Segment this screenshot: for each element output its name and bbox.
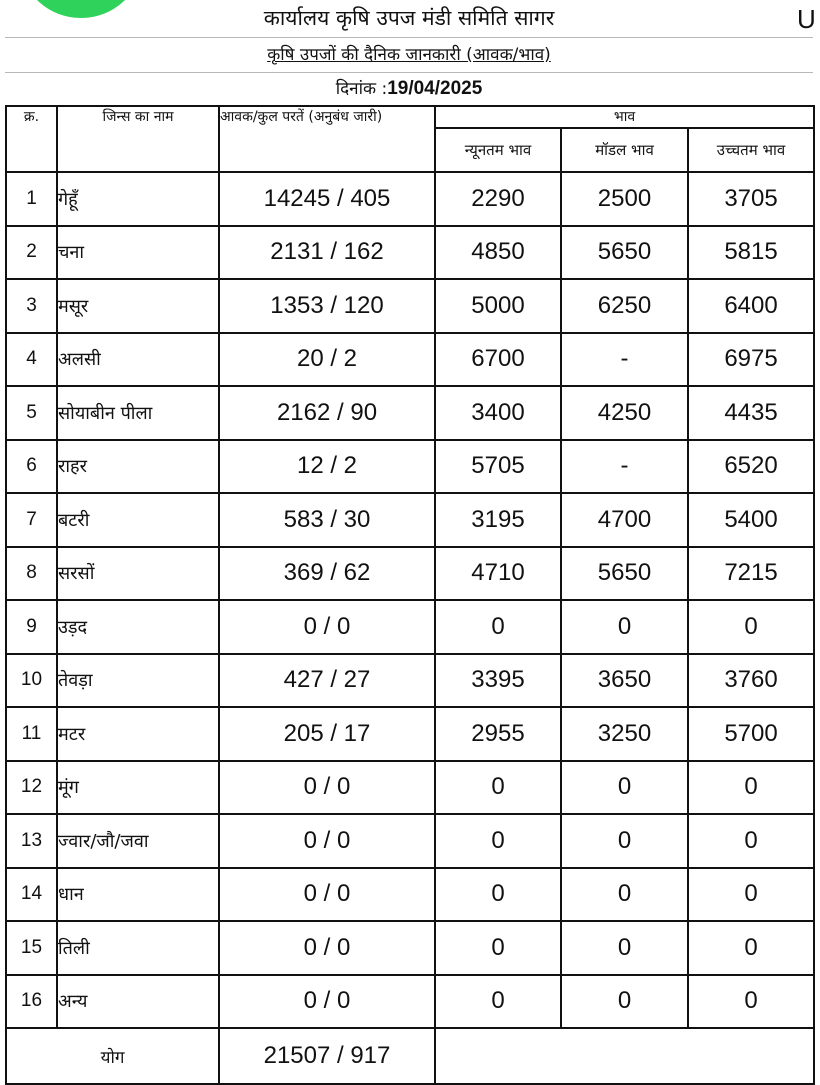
cell-modal-price: 0: [561, 600, 688, 654]
cell-max-price: 4435: [688, 386, 814, 440]
corner-letter: U: [797, 4, 816, 34]
cell-serial: 9: [6, 600, 57, 654]
cell-crop-name: धान: [57, 868, 219, 922]
cell-arrival: 2162 / 90: [219, 386, 435, 440]
table-row: [6, 600, 814, 654]
cell-modal-price: 0: [561, 921, 688, 975]
cell-arrival: 0 / 0: [219, 761, 435, 815]
cell-max-price: 0: [688, 814, 814, 868]
cell-min-price: 0: [435, 921, 561, 975]
cell-modal-price: 2500: [561, 172, 688, 226]
total-row: [6, 1028, 814, 1084]
header-row-1: [6, 106, 814, 128]
table-row: [6, 921, 814, 975]
cell-max-price: 0: [688, 761, 814, 815]
cell-max-price: 6975: [688, 333, 814, 387]
table-row: [6, 226, 814, 280]
cell-crop-name: तिली: [57, 921, 219, 975]
cell-serial: 3: [6, 279, 57, 333]
cell-crop-name: ज्वार/जौ/जवा: [57, 814, 219, 868]
cell-arrival: 0 / 0: [219, 814, 435, 868]
cell-serial: 12: [6, 761, 57, 815]
cell-arrival: 583 / 30: [219, 493, 435, 547]
cell-max-price: 7215: [688, 547, 814, 601]
cell-modal-price: 0: [561, 814, 688, 868]
cell-modal-price: 0: [561, 868, 688, 922]
cell-crop-name: मूंग: [57, 761, 219, 815]
table-row: [6, 333, 814, 387]
page-header: [5, 0, 813, 105]
table-row: [6, 386, 814, 440]
cell-modal-price: 6250: [561, 279, 688, 333]
header-min-price: न्यूनतम भाव: [435, 128, 561, 172]
cell-crop-name: अलसी: [57, 333, 219, 387]
cell-modal-price: 4700: [561, 493, 688, 547]
cell-max-price: 5700: [688, 707, 814, 761]
cell-crop-name: तेवड़ा: [57, 654, 219, 708]
cell-modal-price: 0: [561, 761, 688, 815]
cell-modal-price: 3250: [561, 707, 688, 761]
table-row: [6, 868, 814, 922]
report-date: [5, 73, 813, 105]
table-row: [6, 493, 814, 547]
cell-min-price: 0: [435, 761, 561, 815]
cell-max-price: 5815: [688, 226, 814, 280]
cell-arrival: 427 / 27: [219, 654, 435, 708]
cell-min-price: 0: [435, 600, 561, 654]
cell-min-price: 6700: [435, 333, 561, 387]
cell-serial: 4: [6, 333, 57, 387]
cell-modal-price: -: [561, 333, 688, 387]
date-value: 19/04/2025: [387, 78, 483, 99]
cell-min-price: 5705: [435, 440, 561, 494]
cell-crop-name: सोयाबीन पीला: [57, 386, 219, 440]
cell-modal-price: 5650: [561, 226, 688, 280]
cell-arrival: 12 / 2: [219, 440, 435, 494]
cell-max-price: 3760: [688, 654, 814, 708]
total-label: योग: [6, 1028, 219, 1084]
cell-arrival: 20 / 2: [219, 333, 435, 387]
cell-min-price: 5000: [435, 279, 561, 333]
cell-min-price: 3400: [435, 386, 561, 440]
cell-serial: 7: [6, 493, 57, 547]
header-price-group: भाव: [435, 106, 814, 128]
cell-max-price: 6520: [688, 440, 814, 494]
cell-min-price: 2290: [435, 172, 561, 226]
cell-arrival: 0 / 0: [219, 600, 435, 654]
cell-crop-name: मसूर: [57, 279, 219, 333]
cell-crop-name: गेहूँ: [57, 172, 219, 226]
cell-max-price: 0: [688, 975, 814, 1029]
cell-serial: 16: [6, 975, 57, 1029]
cell-serial: 10: [6, 654, 57, 708]
cell-modal-price: 4250: [561, 386, 688, 440]
cell-serial: 15: [6, 921, 57, 975]
cell-arrival: 0 / 0: [219, 868, 435, 922]
cell-max-price: 5400: [688, 493, 814, 547]
total-empty-cell: [435, 1028, 814, 1084]
cell-min-price: 3195: [435, 493, 561, 547]
cell-arrival: 0 / 0: [219, 921, 435, 975]
table-row: [6, 814, 814, 868]
cell-min-price: 2955: [435, 707, 561, 761]
header-arrival: आवक/कुल परतें (अनुबंध जारी): [219, 106, 435, 172]
table-row: [6, 279, 814, 333]
cell-arrival: 2131 / 162: [219, 226, 435, 280]
cell-arrival: 1353 / 120: [219, 279, 435, 333]
mandi-rates-table: [5, 105, 815, 1085]
cell-max-price: 0: [688, 600, 814, 654]
report-subtitle: [5, 38, 813, 73]
cell-modal-price: 5650: [561, 547, 688, 601]
cell-serial: 2: [6, 226, 57, 280]
cell-min-price: 4850: [435, 226, 561, 280]
cell-crop-name: अन्य: [57, 975, 219, 1029]
cell-serial: 11: [6, 707, 57, 761]
cell-arrival: 14245 / 405: [219, 172, 435, 226]
report-subtitle-text: कृषि उपजों की दैनिक जानकारी (आवक/भाव): [267, 45, 551, 65]
cell-serial: 5: [6, 386, 57, 440]
header-serial: क्र.: [6, 106, 57, 172]
cell-crop-name: बटरी: [57, 493, 219, 547]
table-body: [6, 172, 814, 1028]
table-row: [6, 172, 814, 226]
cell-crop-name: उड़द: [57, 600, 219, 654]
cell-crop-name: चना: [57, 226, 219, 280]
date-label: दिनांक :: [335, 79, 388, 99]
header-modal-price: मॉडल भाव: [561, 128, 688, 172]
cell-modal-price: 0: [561, 975, 688, 1029]
cell-arrival: 0 / 0: [219, 975, 435, 1029]
header-max-price: उच्चतम भाव: [688, 128, 814, 172]
table-row: [6, 761, 814, 815]
cell-min-price: 0: [435, 975, 561, 1029]
cell-serial: 6: [6, 440, 57, 494]
cell-min-price: 4710: [435, 547, 561, 601]
cell-serial: 14: [6, 868, 57, 922]
cell-arrival: 205 / 17: [219, 707, 435, 761]
table-row: [6, 707, 814, 761]
cell-serial: 1: [6, 172, 57, 226]
header-crop-name: जिन्स का नाम: [57, 106, 219, 172]
cell-serial: 13: [6, 814, 57, 868]
table-row: [6, 547, 814, 601]
cell-max-price: 0: [688, 868, 814, 922]
cell-min-price: 3395: [435, 654, 561, 708]
cell-arrival: 369 / 62: [219, 547, 435, 601]
cell-min-price: 0: [435, 868, 561, 922]
cell-max-price: 3705: [688, 172, 814, 226]
cell-max-price: 0: [688, 921, 814, 975]
cell-modal-price: 3650: [561, 654, 688, 708]
table-row: [6, 975, 814, 1029]
cell-crop-name: राहर: [57, 440, 219, 494]
cell-crop-name: सरसों: [57, 547, 219, 601]
cell-crop-name: मटर: [57, 707, 219, 761]
cell-serial: 8: [6, 547, 57, 601]
cell-max-price: 6400: [688, 279, 814, 333]
office-title: कार्यालय कृषि उपज मंडी समिति सागर: [5, 0, 813, 38]
table-row: [6, 654, 814, 708]
table-row: [6, 440, 814, 494]
total-value: 21507 / 917: [219, 1028, 435, 1084]
cell-min-price: 0: [435, 814, 561, 868]
cell-modal-price: -: [561, 440, 688, 494]
